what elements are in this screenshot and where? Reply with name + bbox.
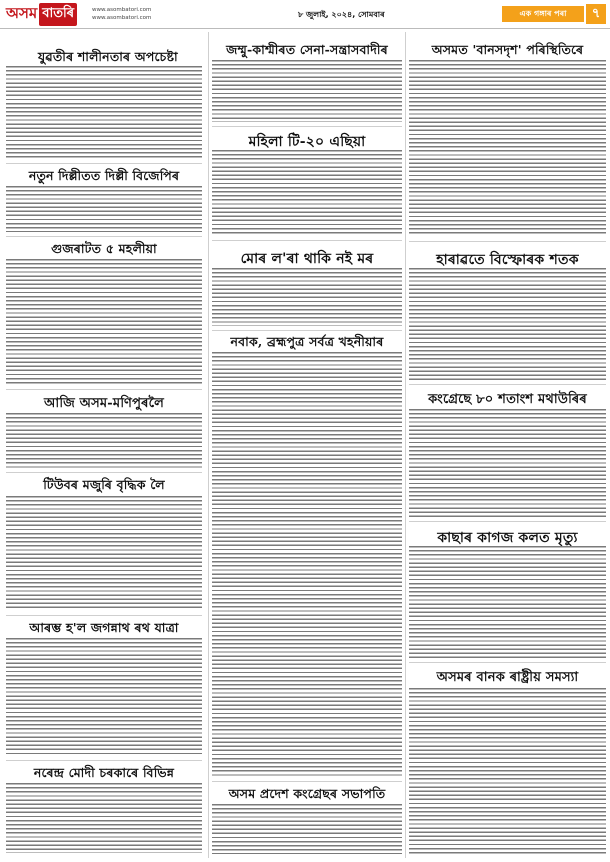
article-text <box>212 268 402 326</box>
article-text <box>212 60 402 122</box>
newspaper-logo <box>6 3 77 25</box>
divider <box>409 662 606 663</box>
logo-text-2: বাতৰি <box>39 3 77 26</box>
headline: যুৱতীৰ শালীনতাৰ অপচেষ্টা <box>38 49 178 64</box>
article-text <box>409 546 606 658</box>
headline: হাৰাৱতে বিস্ফোৰক শতক <box>436 252 579 268</box>
divider <box>409 521 606 522</box>
divider <box>6 163 202 164</box>
divider <box>212 781 402 782</box>
divider <box>6 615 202 616</box>
divider <box>212 126 402 127</box>
headline: কাছাৰ কাগজ কলত মৃত্যু <box>437 530 578 546</box>
divider <box>212 330 402 331</box>
article-text <box>6 783 202 853</box>
website-line-1: www.asombatori.com <box>92 7 152 13</box>
divider <box>6 472 202 473</box>
divider <box>212 240 402 241</box>
headline: মহিলা টি-২০ এছিয়া <box>248 134 366 150</box>
masthead <box>0 0 610 29</box>
article-text <box>6 638 202 756</box>
article-text <box>6 413 202 468</box>
column-divider <box>208 32 209 858</box>
article-text <box>6 259 202 385</box>
column-divider <box>405 32 406 858</box>
article-text <box>212 150 402 236</box>
divider <box>409 384 606 385</box>
headline: নৰেন্দ্ৰ মোদী চৰকাৰে বিভিন্ন <box>33 765 175 780</box>
headline: অসমৰ বানক ৰাষ্ট্ৰীয় সমস্যা <box>436 670 579 685</box>
section-label: এক গঙ্গাৰ পৰা <box>502 6 584 22</box>
divider <box>6 760 202 761</box>
headline: আৰম্ভ হ'ল জগন্নাথ ৰথ যাত্ৰা <box>29 620 179 635</box>
headline: মোৰ ল'ৰা থাকি নই মৰ <box>240 251 374 267</box>
headline: অসমত 'বানসদৃশ' পৰিস্থিতিৰে <box>431 42 584 57</box>
article-text <box>409 268 606 380</box>
website-line-2: www.asombatori.com <box>92 15 152 21</box>
headline: অসম প্ৰদেশ কংগ্ৰেছৰ সভাপতি <box>228 786 386 801</box>
article-text <box>409 409 606 517</box>
page-number: ৭ <box>586 4 606 24</box>
article-text <box>212 352 402 776</box>
article-text <box>212 804 402 854</box>
article-text <box>409 60 606 236</box>
headline: জম্মু-কাশ্মীৰত সেনা-সন্ত্ৰাসবাদীৰ <box>226 42 388 57</box>
headline: কংগ্ৰেছে ৮০ শতাংশ মথাউৰিৰ <box>428 392 587 407</box>
article-text <box>6 496 202 610</box>
article-text <box>6 186 202 232</box>
issue-date: ৮ জুলাই, ২০২৪, সোমবাৰ <box>298 10 385 19</box>
headline: গুজৰাটত ৫ মহলীয়া <box>51 241 157 256</box>
logo-text-1: অসম <box>6 3 38 22</box>
headline: আজি অসম-মণিপুৰলৈ <box>44 396 164 411</box>
headline: টিউবৰ মজুৰি বৃদ্ধিক লৈ <box>43 477 165 492</box>
divider <box>6 389 202 390</box>
article-text <box>409 688 606 854</box>
website-info <box>92 6 151 22</box>
divider <box>409 241 606 242</box>
headline: নবাক, ব্ৰহ্মপুত্ৰ সৰ্বত্ৰ খহনীয়াৰ <box>230 334 384 349</box>
headline: নতুন দিল্লীতত দিল্লী বিজেপিৰ <box>28 168 180 183</box>
divider <box>6 236 202 237</box>
article-text <box>6 66 202 158</box>
